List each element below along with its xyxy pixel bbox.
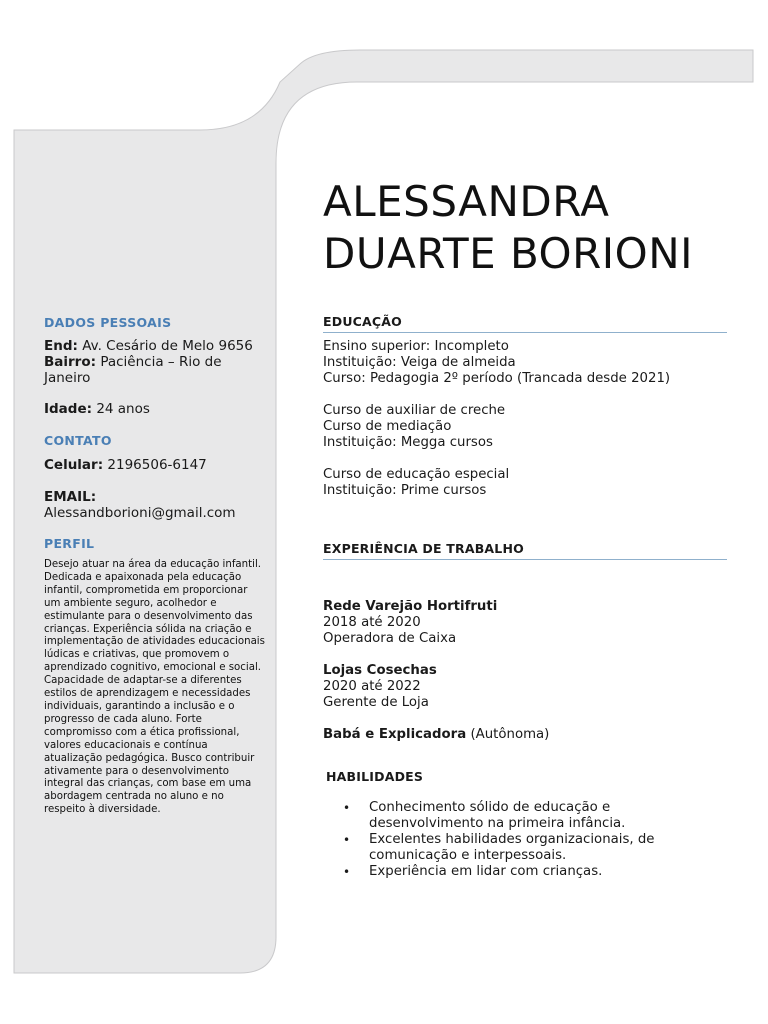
skill-text: Conhecimento sólido de educação e desenvolvimento na primeira infância. <box>369 800 626 831</box>
job-period: 2018 até 2020 <box>323 615 421 630</box>
perfil-paragraph-1: Desejo atuar na área da educação infantil. <box>44 559 262 570</box>
educacao-block-2 <box>323 403 733 451</box>
perfil-heading: PERFIL <box>44 536 95 551</box>
experiencia-heading: EXPERIÊNCIA DE TRABALHO <box>323 541 727 560</box>
job-company: Babá e Explicadora <box>323 727 467 742</box>
skill-item <box>341 832 701 864</box>
idade-line <box>44 401 264 417</box>
perfil-paragraph-2: Dedicada e apaixonada pela educação infantil, comprometida em proporcionar um ambiente seguro, acolhedor e estimulante para o desenvolvimento das crianças. Experiência sólida na criação e implementação de atividades educacionais lúdicas e criativas, que promovem o aprendizado cognitivo, emocional e social. Capacidade de adaptar-se a diferentes estilos de aprendizagem e necessidades individuais, garantindo a inclusão e o progresso de cada aluno. Forte compromisso com a ética profissional, valores educacionais e contínua atualização pedagógica. Busco contribuir ativamente para o desenvolvimento integral das crianças, com base em uma abordagem centrada no aluno e no respeito à diversidade. <box>44 571 265 816</box>
educacao-block-1 <box>323 339 733 387</box>
edu-line: Curso: Pedagogia 2º período (Trancada desde 2021) <box>323 371 671 386</box>
bairro-label: Bairro: <box>44 354 97 370</box>
job-period: 2020 até 2022 <box>323 679 421 694</box>
bairro-line <box>44 354 264 386</box>
idade-value: 24 anos <box>96 401 150 417</box>
edu-line: Curso de mediação <box>323 419 452 434</box>
educacao-heading: EDUCAÇÃO <box>323 314 727 333</box>
skill-text: Excelentes habilidades organizacionais, de comunicação e interpessoais. <box>369 832 655 863</box>
job-role: Operadora de Caixa <box>323 631 457 646</box>
bullet-icon: • <box>343 833 351 847</box>
educacao-block-3 <box>323 467 733 499</box>
edu-line: Instituição: Megga cursos <box>323 435 493 450</box>
end-value: Av. Cesário de Melo 9656 <box>82 338 253 354</box>
celular-value: 2196506-6147 <box>107 457 207 473</box>
celular-label: Celular: <box>44 457 104 473</box>
job-company: Rede Varejão Hortifruti <box>323 599 498 614</box>
edu-line: Curso de educação especial <box>323 467 510 482</box>
full-name <box>323 176 693 280</box>
bullet-icon: • <box>343 801 351 815</box>
job-role: Gerente de Loja <box>323 695 429 710</box>
name-line-2: DUARTE BORIONI <box>323 229 694 278</box>
job-entry-1 <box>323 599 733 647</box>
skill-text: Experiência em lidar com crianças. <box>369 864 603 879</box>
contato-heading: CONTATO <box>44 433 112 448</box>
perfil-text <box>44 559 266 817</box>
address-block <box>44 338 264 386</box>
name-line-1: ALESSANDRA <box>323 177 610 226</box>
skill-item <box>341 800 701 832</box>
idade-label: Idade: <box>44 401 93 417</box>
edu-line: Ensino superior: Incompleto <box>323 339 509 354</box>
end-label: End: <box>44 338 78 354</box>
habilidades-heading: HABILIDADES <box>326 769 424 784</box>
email-value: Alessandborioni@gmail.com <box>44 505 236 521</box>
skill-item <box>341 864 701 880</box>
job-entry-2 <box>323 663 733 711</box>
email-block <box>44 489 264 521</box>
email-label: EMAIL: <box>44 489 97 505</box>
job-company: Lojas Cosechas <box>323 663 437 678</box>
edu-line: Instituição: Prime cursos <box>323 483 487 498</box>
edu-line: Instituição: Veiga de almeida <box>323 355 516 370</box>
skills-list <box>341 800 701 880</box>
bairro-value: Paciência – Rio de Janeiro <box>44 354 222 386</box>
celular-line <box>44 457 264 473</box>
address-line <box>44 338 264 354</box>
bullet-icon: • <box>343 865 351 879</box>
job-entry-3 <box>323 727 733 743</box>
edu-line: Curso de auxiliar de creche <box>323 403 506 418</box>
job-note: (Autônoma) <box>470 727 550 742</box>
dados-pessoais-heading: DADOS PESSOAIS <box>44 315 172 330</box>
